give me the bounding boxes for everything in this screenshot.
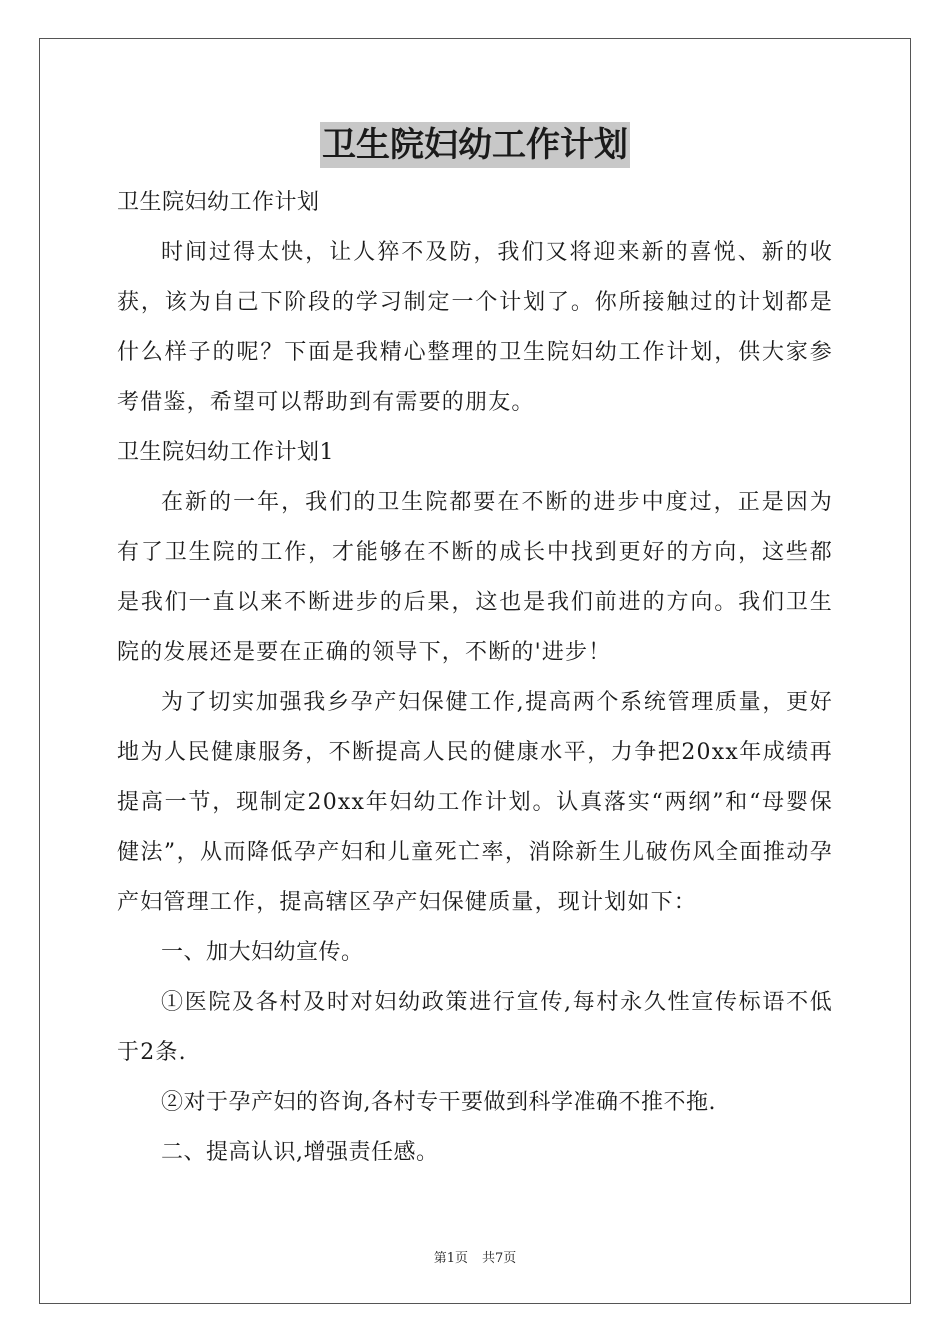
item1-b: ②对于孕产妇的咨询,各村专干要做到科学准确不推不拖. [161,1090,716,1115]
document-title: 卫生院妇幼工作计划 [320,122,630,168]
page-number: 第1页 [433,1251,468,1266]
section-heading: 卫生院妇幼工作计划1 [117,440,334,465]
item1-a: ①医院及各村及时对妇幼政策进行宣传,每村永久性宣传标语不低于2条. [117,990,833,1065]
title-wrap [117,122,833,172]
document-body [117,122,833,1178]
intro-paragraph: 时间过得太快，让人猝不及防，我们又将迎来新的喜悦、新的收获，该为自己下阶段的学习制定一个计划了。你所接触过的计划都是什么样子的呢？下面是我精心整理的卫生院妇幼工作计划，供大家参考借鉴，希望可以帮助到有需要的朋友。 [117,240,833,415]
paragraph-2: 为了切实加强我乡孕产妇保健工作,提高两个系统管理质量，更好地为人民健康服务，不断提高人民的健康水平，力争把20xx年成绩再提高一节，现制定20xx年妇幼工作计划。认真落实“两纲”和“母婴保健法”，从而降低孕产妇和儿童死亡率，消除新生儿破伤风全面推动孕产妇管理工作，提高辖区孕产妇保健质量，现计划如下： [117,690,833,915]
item1-heading: 一、加大妇幼宣传。 [161,940,364,965]
subtitle: 卫生院妇幼工作计划 [117,190,320,215]
page-footer [0,1247,950,1266]
page-total: 共7页 [482,1251,517,1266]
paragraph-1: 在新的一年，我们的卫生院都要在不断的进步中度过，正是因为有了卫生院的工作，才能够在不断的成长中找到更好的方向，这些都是我们一直以来不断进步的后果，这也是我们前进的方向。我们卫生院的发展还是要在正确的领导下，不断的'进步！ [117,490,833,665]
item2-heading: 二、提高认识,增强责任感。 [161,1140,439,1165]
